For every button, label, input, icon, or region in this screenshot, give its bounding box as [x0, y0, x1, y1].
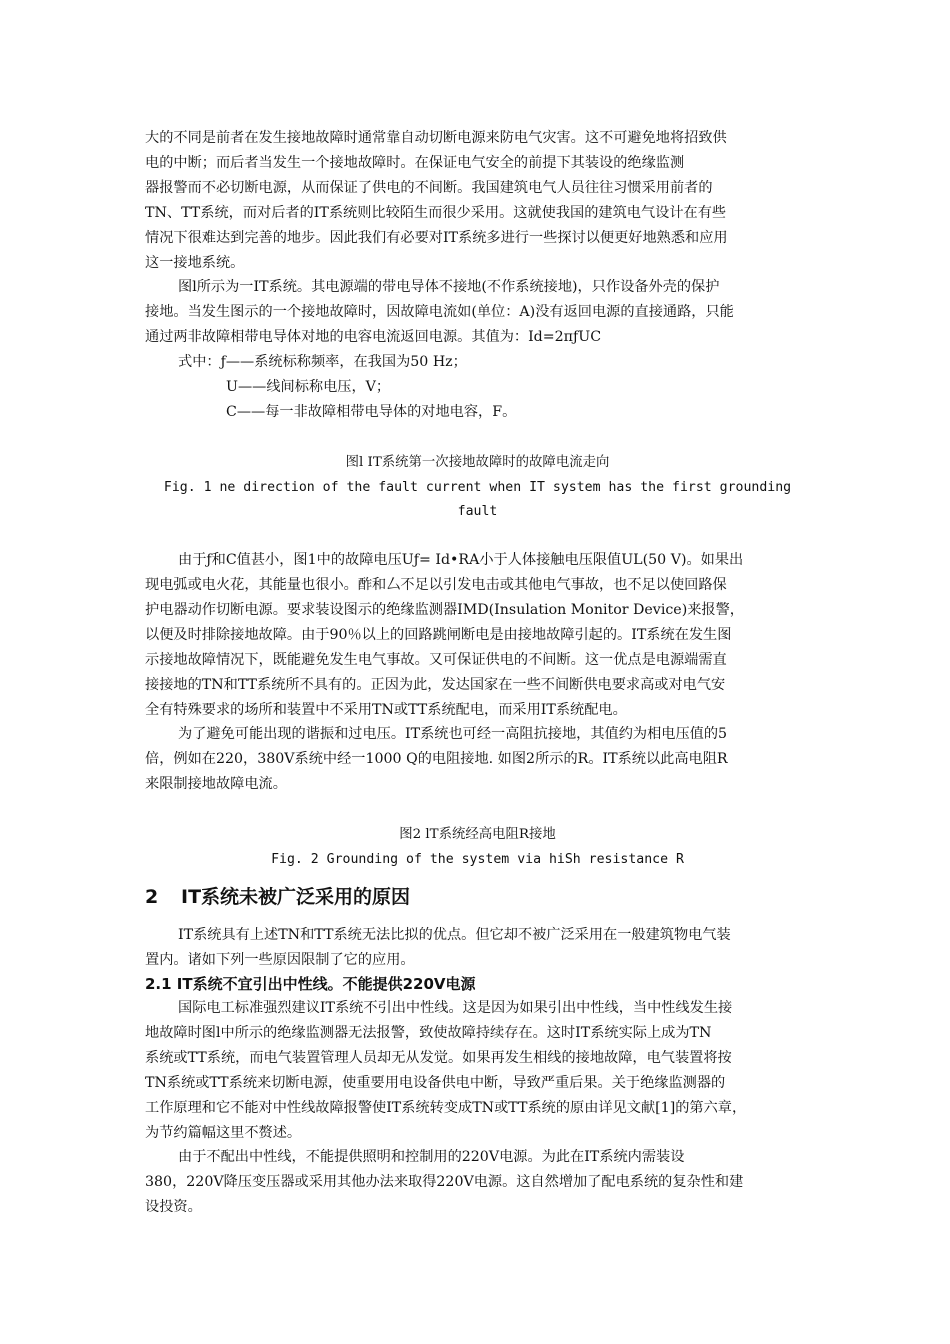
text-line: 设投资。: [145, 1199, 202, 1215]
text-line: 这一接地系统。: [145, 255, 245, 271]
text-line: 接接地的TN和TT系统所不具有的。正因为此，发达国家在一些不间断供电要求高或对电气安: [145, 677, 726, 693]
text-line: 置内。诸如下列一些原因限制了它的应用。: [145, 952, 415, 968]
text-line: 接地。当发生图示的一个接地故障时，因故障电流如(单位：A)没有返回电源的直接通路，只能: [145, 304, 734, 320]
text-line: 国际电工标准强烈建议IT系统不引出中性线。这是因为如果引出中性线，当中性线发生接: [178, 1000, 733, 1016]
text-line: 大的不同是前者在发生接地故障时通常靠自动切断电源来防电气灾害。这不可避免地将招致供: [145, 130, 727, 146]
figure-2-caption-en: Fig. 2 Grounding of the system via hiSh resistance R: [271, 852, 684, 867]
section-title: IT系统未被广泛采用的原因: [181, 886, 411, 908]
text-line: 电的中断；而后者当发生一个接地故障时。在保证电气安全的前提下其装设的绝缘监测: [145, 155, 685, 171]
text-line: 为节约篇幅这里不赘述。: [145, 1125, 302, 1141]
text-line: 工作原理和它不能对中性线故障报警使IT系统转变成TN或TT系统的原由详见文献[1]的第六章，: [145, 1100, 747, 1116]
figure-1-caption-en: Fig. 1 ne direction of the fault current when IT system has the first grounding: [163, 480, 792, 495]
text-line: 以便及时排除接地故障。由于90％以上的回路跳闸断电是由接地故障引起的。IT系统在发生图: [145, 627, 732, 643]
text-line: 示接地故障情况下，既能避免发生电气事故。又可保证供电的不间断。这一优点是电源端需直: [145, 652, 727, 668]
text-line: 图l所示为一IT系统。其电源端的带电导体不接地(不作系统接地)，只作设备外壳的保护: [178, 279, 720, 295]
figure-1-caption-en-cont: fault: [457, 504, 498, 519]
text-line: 来限制接地故障电流。: [145, 776, 287, 792]
text-line: 全有特殊要求的场所和装置中不采用TN或TT系统配电，而采用IT系统配电。: [145, 702, 627, 718]
text-line: 器报警而不必切断电源，从而保证了供电的不间断。我国建筑电气人员往往习惯采用前者的: [145, 180, 713, 196]
text-line: IT系统具有上述TN和TT系统无法比拟的优点。但它却不被广泛采用在一般建筑物电气装: [178, 927, 731, 943]
text-line: 由于不配出中性线，不能提供照明和控制用的220V电源。为此在IT系统内需装设: [178, 1149, 685, 1165]
text-line: 地故障时图l中所示的绝缘监测器无法报警，致使故障持续存在。这时IT系统实际上成为TN: [145, 1025, 712, 1041]
text-line: TN系统或TT系统来切断电源，使重要用电设备供电中断，导致严重后果。关于绝缘监测器的: [145, 1075, 726, 1091]
section-2-heading: [145, 884, 410, 910]
text-line: 为了避免可能出现的谐振和过电压。IT系统也可经一高阻抗接地，其值约为相电压值的5: [178, 726, 728, 742]
text-line: 倍，例如在220，380V系统中经一1000 Q的电阻接地. 如图2所示的R。IT系统以此高电阻R: [145, 751, 728, 767]
text-line: 现电弧或电火花，其能量也很小。酢和厶不足以引发电击或其他电气事故，也不足以使回路保: [145, 577, 727, 593]
section-number: 2: [145, 886, 159, 908]
text-line: 通过两非故障相带电导体对地的电容电流返回电源。其值为：Id=2πƒUC: [145, 329, 602, 345]
text-line: 护电器动作切断电源。要求装设图示的绝缘监测器IMD(Insulation Monitor Device)来报警，: [145, 602, 744, 618]
section-2-1-heading: 2.1 IT系统不宜引出中性线。不能提供220V电源: [145, 975, 476, 993]
figure-1-caption-cn: 图l IT系统第一次接地故障时的故障电流走向: [345, 455, 610, 470]
formula-definition: 式中：ƒ——系统标称频率，在我国为50 Hz；: [178, 354, 467, 370]
figure-2-caption-cn: 图2 lT系统经高电阻R接地: [399, 827, 556, 842]
text-line: 情况下很难达到完善的地步。因此我们有必要对IT系统多进行一些探讨以便更好地熟悉和应用: [145, 230, 728, 246]
text-line: 380，220V降压变压器或采用其他办法来取得220V电源。这自然增加了配电系统的复杂性和建: [145, 1174, 744, 1190]
text-line: TN、TT系统，而对后者的IT系统则比较陌生而很少采用。这就使我国的建筑电气设计在有些: [145, 205, 727, 221]
text-line: 系统或TT系统，而电气装置管理人员却无从发觉。如果再发生相线的接地故障，电气装置将按: [145, 1050, 732, 1066]
formula-definition: U——线间标称电压，V；: [226, 379, 391, 395]
text-line: 由于ƒ和C值甚小，图1中的故障电压Uƒ= Id•RA小于人体接触电压限值UL(50 V)。如果出: [178, 552, 744, 568]
formula-definition: C——每一非故障相带电导体的对地电容，F。: [226, 404, 517, 420]
